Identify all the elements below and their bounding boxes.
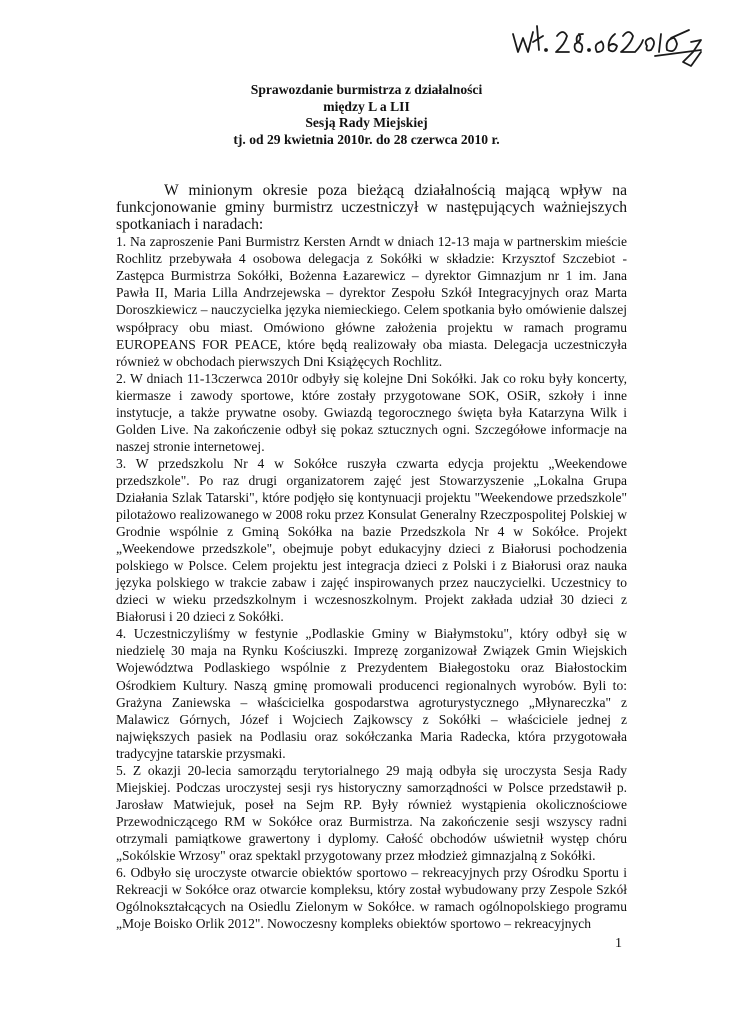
page-number: 1	[615, 936, 622, 951]
paragraph-3: 3. W przedszkolu Nr 4 w Sokółce ruszyła czwarta edycja projektu „Weekendowe przedszkole". Po raz drugi organizatorem zajęć jest Stowarzyszenie „Lokalna Grupa Działania Szlak Tatarski", które podjęło się kontynuacji projektu "Weekendowe przedszkole" pilotażowo realizowanego w 2008 roku przez Konsulat Generalny Rzeczpospolitej Polskiej w Grodnie wspólnie z Gminą Sokółka na bazie Przedszkola Nr 4 w Sokółce. Projekt „Weekendowe przedszkole", obejmuje pobyt edukacyjny dzieci z Białorusi pochodzenia polskiego w Polsce. Celem projektu jest integracja dzieci z Polski i z Białorusi oraz nauka języka polskiego w trakcie zabaw i zajęć inspirowanych przez nauczycielki. Uczestnicy to dzieci w wieku przedszkolnym i wczesnoszkolnym. Projekt zakłada udział 30 dzieci z Białorusi i 20 dzieci z Sokółki.	[116, 455, 627, 625]
heading-line-2: między L a LII	[323, 98, 410, 114]
paragraph-5: 5. Z okazji 20-lecia samorządu terytorialnego 29 mają odbyła się uroczysta Sesja Rady Miejskiej. Podczas uroczystej sesji rys historyczny samorządności w Polsce przedstawił p. Jarosław Matwiejuk, poseł na Sejm RP. Były również wystąpienia okolicznościowe Przewodniczącego RM w Sokółce oraz Burmistrza. Na zakończenie sesji wszyscy radni otrzymali pamiątkowe grawertony i dyplomy. Całość obchodów uświetnił występ chóru „Sokólskie Wrzosy" oraz spektakl przygotowany przez młodzież gimnazjalną z Sokółki.	[116, 762, 627, 863]
heading-line-1: Sprawozdanie burmistrza z działalności	[250, 82, 483, 97]
intro-text: W minionym okresie poza bieżącą działalnością mającą wpływ na funkcjonowanie gminy burmistrz uczestniczył w następujących ważniejszych spotkaniach i naradach:	[116, 182, 627, 234]
paragraph-6: 6. Odbyło się uroczyste otwarcie obiektów sportowo – rekreacyjnych przy Ośrodku Sportu i Rekreacji w Sokółce oraz otwarcie kompleksu, który został wybudowany przy Zespole Szkół Ogólnokształcących na Osiedlu Zielonym w Sokółce. w ramach ogólnopolskiego programu „Moje Boisko Orlik 2012". Nowoczesny kompleks obiektów sportowo – rekreacyjnych	[116, 865, 627, 932]
report-body	[116, 182, 627, 932]
heading-line-3: Sesją Rady Miejskiej	[305, 115, 428, 131]
heading-line-4: tj. od 29 kwietnia 2010r. do 28 czerwca 2010 r.	[233, 131, 500, 147]
intro-paragraph	[116, 182, 627, 233]
handwritten-annotation	[505, 12, 720, 74]
paragraph-2: 2. W dniach 11-13czerwca 2010r odbyły się kolejne Dni Sokółki. Jak co roku były koncerty, kiermasze i zawody sportowe, które zostały przygotowane SOK, OSiR, szkoły i inne instytucje, a także prywatne osoby. Gwiazdą tegorocznego święta była Katarzyna Wilk i Golden Live. Na zakończenie odbył się pokaz sztucznych ogni. Szczegółowe informacje na naszej stronie internetowej.	[116, 370, 627, 454]
paragraph-1: 1. Na zaproszenie Pani Burmistrz Kersten Arndt w dniach 12-13 maja w partnerskim mieście Rochlitz przebywała 4 osobowa delegacja z Sokółki w składzie: Krzysztof Szczebiot - Zastępca Burmistrza Sokółki, Bożenna Łazarewicz – dyrektor Gimnazjum nr 1 im. Jana Pawła II, Maria Lilla Andrzejewska – dyrektor Zespołu Szkół Integracyjnych oraz Marta Doroszkiewicz – nauczycielka języka niemieckiego. Celem spotkania było omówienie dalszej współpracy obu miast. Omówiono główne założenia projektu w ramach programu EUROPEANS FOR PEACE, które będą realizowały oba miasta. Delegacja uczestniczyła również w obchodach pierwszych Dni Książęcych Rochlitz.	[116, 234, 627, 369]
document-heading	[0, 82, 733, 148]
paragraph-4: 4. Uczestniczyliśmy w festynie „Podlaskie Gminy w Białymstoku", który odbył się w niedzielę 30 maja na Rynku Kościuszki. Imprezę zorganizował Związek Gmin Wiejskich Województwa Podlaskiego wspólnie z Prezydentem Białegostoku oraz Białostockim Ośrodkiem Kultury. Naszą gminę promowali producenci regionalnych wyrobów. Byli to: Grażyna Zaniewska – właścicielka gospodarstwa agroturystycznego „Młynareczka" z Malawicz Górnych, Józef i Wojciech Zajkowscy z Sokółki – właściciele jednej z największych pasiek na Podlasiu oraz sokółczanka Maria Radecka, która przygotowała tradycyjne tatarskie przysmaki.	[116, 626, 627, 761]
